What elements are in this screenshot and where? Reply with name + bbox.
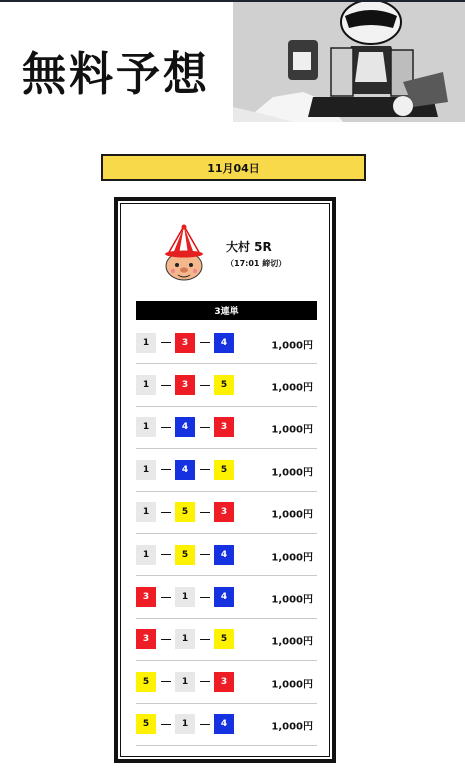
bet-amount: 1,000円 (271, 721, 313, 733)
dash-separator (156, 597, 175, 598)
dash-separator (156, 512, 175, 513)
date-banner: 11月04日 (101, 154, 366, 181)
list-item (136, 492, 317, 534)
list-item (136, 534, 317, 576)
dash-separator (156, 469, 175, 470)
dash-separator (156, 427, 175, 428)
dash-separator (195, 385, 214, 386)
list-item (136, 364, 317, 406)
bet-type-header: 3連単 (136, 301, 317, 320)
boat-number-second: 5 (175, 502, 195, 522)
boat-number-third: 4 (214, 545, 234, 565)
dash-separator (195, 639, 214, 640)
boat-number-third: 5 (214, 629, 234, 649)
boat-number-third: 3 (214, 672, 234, 692)
race-deadline: （17:01 締切） (226, 259, 287, 268)
picks-list (136, 322, 317, 746)
bet-amount: 1,000円 (271, 339, 313, 351)
boat-number-first: 3 (136, 629, 156, 649)
boat-number-first: 1 (136, 375, 156, 395)
boat-number-third: 3 (214, 417, 234, 437)
boat-number-second: 1 (175, 587, 195, 607)
bet-amount: 1,000円 (271, 636, 313, 648)
boat-number-second: 5 (175, 545, 195, 565)
bet-amount: 1,000円 (271, 382, 313, 394)
list-item (136, 704, 317, 746)
dash-separator (156, 639, 175, 640)
dash-separator (195, 724, 214, 725)
list-item (136, 322, 317, 364)
list-item (136, 407, 317, 449)
boat-number-first: 1 (136, 460, 156, 480)
dash-separator (195, 681, 214, 682)
dash-separator (195, 554, 214, 555)
boat-number-first: 5 (136, 714, 156, 734)
boat-number-first: 3 (136, 587, 156, 607)
prediction-card-inner (120, 203, 330, 757)
boat-number-second: 3 (175, 333, 195, 353)
boat-number-first: 1 (136, 545, 156, 565)
bet-amount: 1,000円 (271, 594, 313, 606)
boat-number-first: 1 (136, 417, 156, 437)
dash-separator (156, 342, 175, 343)
dash-separator (156, 385, 175, 386)
bet-amount: 1,000円 (271, 424, 313, 436)
bet-amount: 1,000円 (271, 509, 313, 521)
dash-separator (195, 469, 214, 470)
hero-banner (0, 2, 465, 122)
boat-number-second: 3 (175, 375, 195, 395)
boat-number-third: 4 (214, 333, 234, 353)
prediction-card (114, 197, 336, 763)
list-item (136, 619, 317, 661)
dash-separator (195, 597, 214, 598)
list-item (136, 661, 317, 703)
boat-number-second: 4 (175, 417, 195, 437)
boat-number-second: 1 (175, 672, 195, 692)
bet-amount: 1,000円 (271, 467, 313, 479)
dash-separator (195, 512, 214, 513)
dash-separator (156, 724, 175, 725)
boat-number-first: 1 (136, 333, 156, 353)
dash-separator (195, 427, 214, 428)
boat-number-second: 1 (175, 714, 195, 734)
boat-number-second: 4 (175, 460, 195, 480)
boat-number-first: 1 (136, 502, 156, 522)
bet-amount: 1,000円 (271, 551, 313, 563)
dash-separator (195, 342, 214, 343)
mascot-icon (161, 224, 207, 282)
list-item (136, 576, 317, 618)
boat-number-third: 5 (214, 460, 234, 480)
dash-separator (156, 554, 175, 555)
boat-racer-photo (233, 2, 465, 122)
race-name: 大村 5R (226, 240, 272, 254)
boat-number-second: 1 (175, 629, 195, 649)
boat-number-third: 4 (214, 714, 234, 734)
boat-number-third: 5 (214, 375, 234, 395)
list-item (136, 449, 317, 491)
boat-number-third: 3 (214, 502, 234, 522)
boat-number-first: 5 (136, 672, 156, 692)
boat-number-third: 4 (214, 587, 234, 607)
dash-separator (156, 681, 175, 682)
page-title: 無料予想 (22, 47, 210, 102)
bet-amount: 1,000円 (271, 679, 313, 691)
